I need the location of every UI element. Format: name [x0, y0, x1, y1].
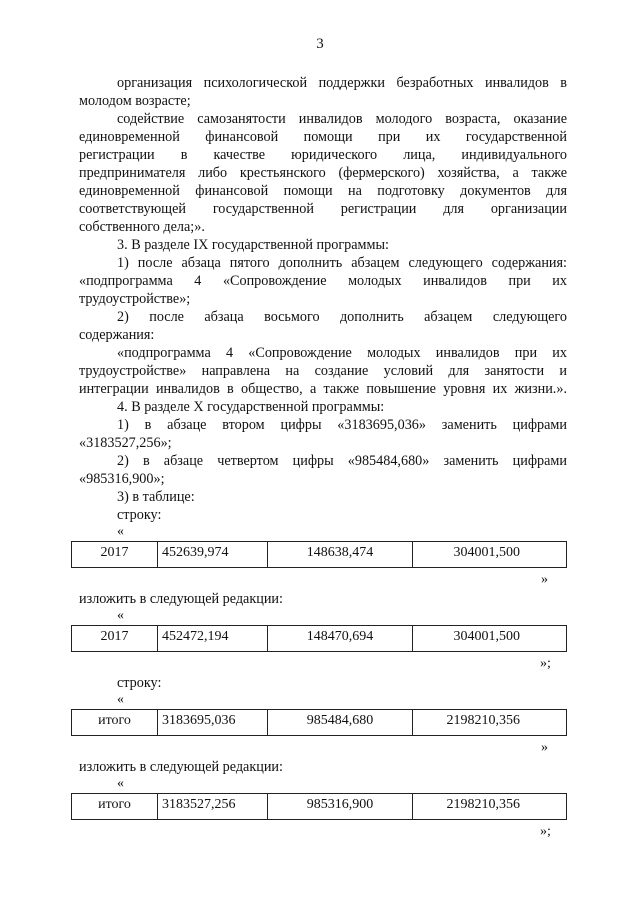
text-line: изложить в следующей редакции:	[79, 591, 283, 607]
table-row	[72, 542, 567, 568]
text-line: предпринимателя либо крестьянского (фермерского) хозяйства, а также	[79, 165, 567, 181]
table-cell: 985484,680	[268, 710, 413, 736]
open-quote: «	[117, 524, 124, 539]
data-table	[71, 793, 567, 820]
text-line: интеграции инвалидов в общество, а также повышение уровня их жизни.».	[79, 381, 567, 397]
text-line: 1) после абзаца пятого дополнить абзацем следующего содержания:	[117, 255, 567, 271]
text-line: единовременной финансовой помощи при их государственной	[79, 129, 567, 145]
table-cell: 304001,500	[413, 542, 567, 568]
text-line: 2) после абзаца восьмого дополнить абзацем следующего	[117, 309, 567, 325]
data-table	[71, 541, 567, 568]
table-cell: 2017	[72, 542, 158, 568]
text-line: регистрации в качестве юридического лица, индивидуального	[79, 147, 567, 163]
data-table	[71, 709, 567, 736]
text-line: 1) в абзаце втором цифры «3183695,036» заменить цифрами	[117, 417, 567, 433]
text-line: трудоустройстве» направлена на создание условий для занятости и	[79, 363, 567, 379]
close-quote: »;	[540, 824, 551, 839]
table-cell: 452472,194	[158, 626, 268, 652]
table-row	[72, 794, 567, 820]
table-cell: 985316,900	[268, 794, 413, 820]
close-quote: »	[541, 572, 548, 587]
section-heading: 4. В разделе X государственной программы:	[117, 399, 385, 415]
table-cell: 148638,474	[268, 542, 413, 568]
text-line: содержания:	[79, 327, 155, 343]
text-line: организация психологической поддержки безработных инвалидов в	[117, 75, 567, 91]
table-row	[72, 710, 567, 736]
text-line: собственного дела;».	[79, 219, 205, 235]
data-table	[71, 625, 567, 652]
table-cell: 3183527,256	[158, 794, 268, 820]
text-line: «подпрограмма 4 «Сопровождение молодых инвалидов при их	[117, 345, 567, 361]
close-quote: »;	[540, 656, 551, 671]
text-line: содействие самозанятости инвалидов молодого возраста, оказание	[117, 111, 567, 127]
open-quote: «	[117, 776, 124, 791]
text-line: единовременной финансовой помощи на подготовку документов для	[79, 183, 567, 199]
section-heading: 3. В разделе IX государственной программы:	[117, 237, 389, 253]
page-number: 3	[316, 36, 324, 52]
text-line: строку:	[117, 507, 162, 523]
table-cell: 3183695,036	[158, 710, 268, 736]
text-line: трудоустройстве»;	[79, 291, 191, 307]
table-cell: итого	[72, 794, 158, 820]
text-line: соответствующей государственной регистрации для организации	[79, 201, 567, 217]
table-row	[72, 626, 567, 652]
table-cell: 148470,694	[268, 626, 413, 652]
text-line: 2) в абзаце четвертом цифры «985484,680» заменить цифрами	[117, 453, 567, 469]
open-quote: «	[117, 608, 124, 623]
text-line: строку:	[117, 675, 162, 691]
close-quote: »	[541, 740, 548, 755]
text-line: 3) в таблице:	[117, 489, 195, 505]
open-quote: «	[117, 692, 124, 707]
table-cell: 2198210,356	[413, 710, 567, 736]
table-cell: итого	[72, 710, 158, 736]
table-cell: 304001,500	[413, 626, 567, 652]
table-cell: 2198210,356	[413, 794, 567, 820]
text-line: «985316,900»;	[79, 471, 165, 487]
text-line: «подпрограмма 4 «Сопровождение молодых инвалидов при их	[79, 273, 567, 289]
text-line: молодом возрасте;	[79, 93, 191, 109]
table-cell: 2017	[72, 626, 158, 652]
text-line: «3183527,256»;	[79, 435, 172, 451]
text-line: изложить в следующей редакции:	[79, 759, 283, 775]
table-cell: 452639,974	[158, 542, 268, 568]
